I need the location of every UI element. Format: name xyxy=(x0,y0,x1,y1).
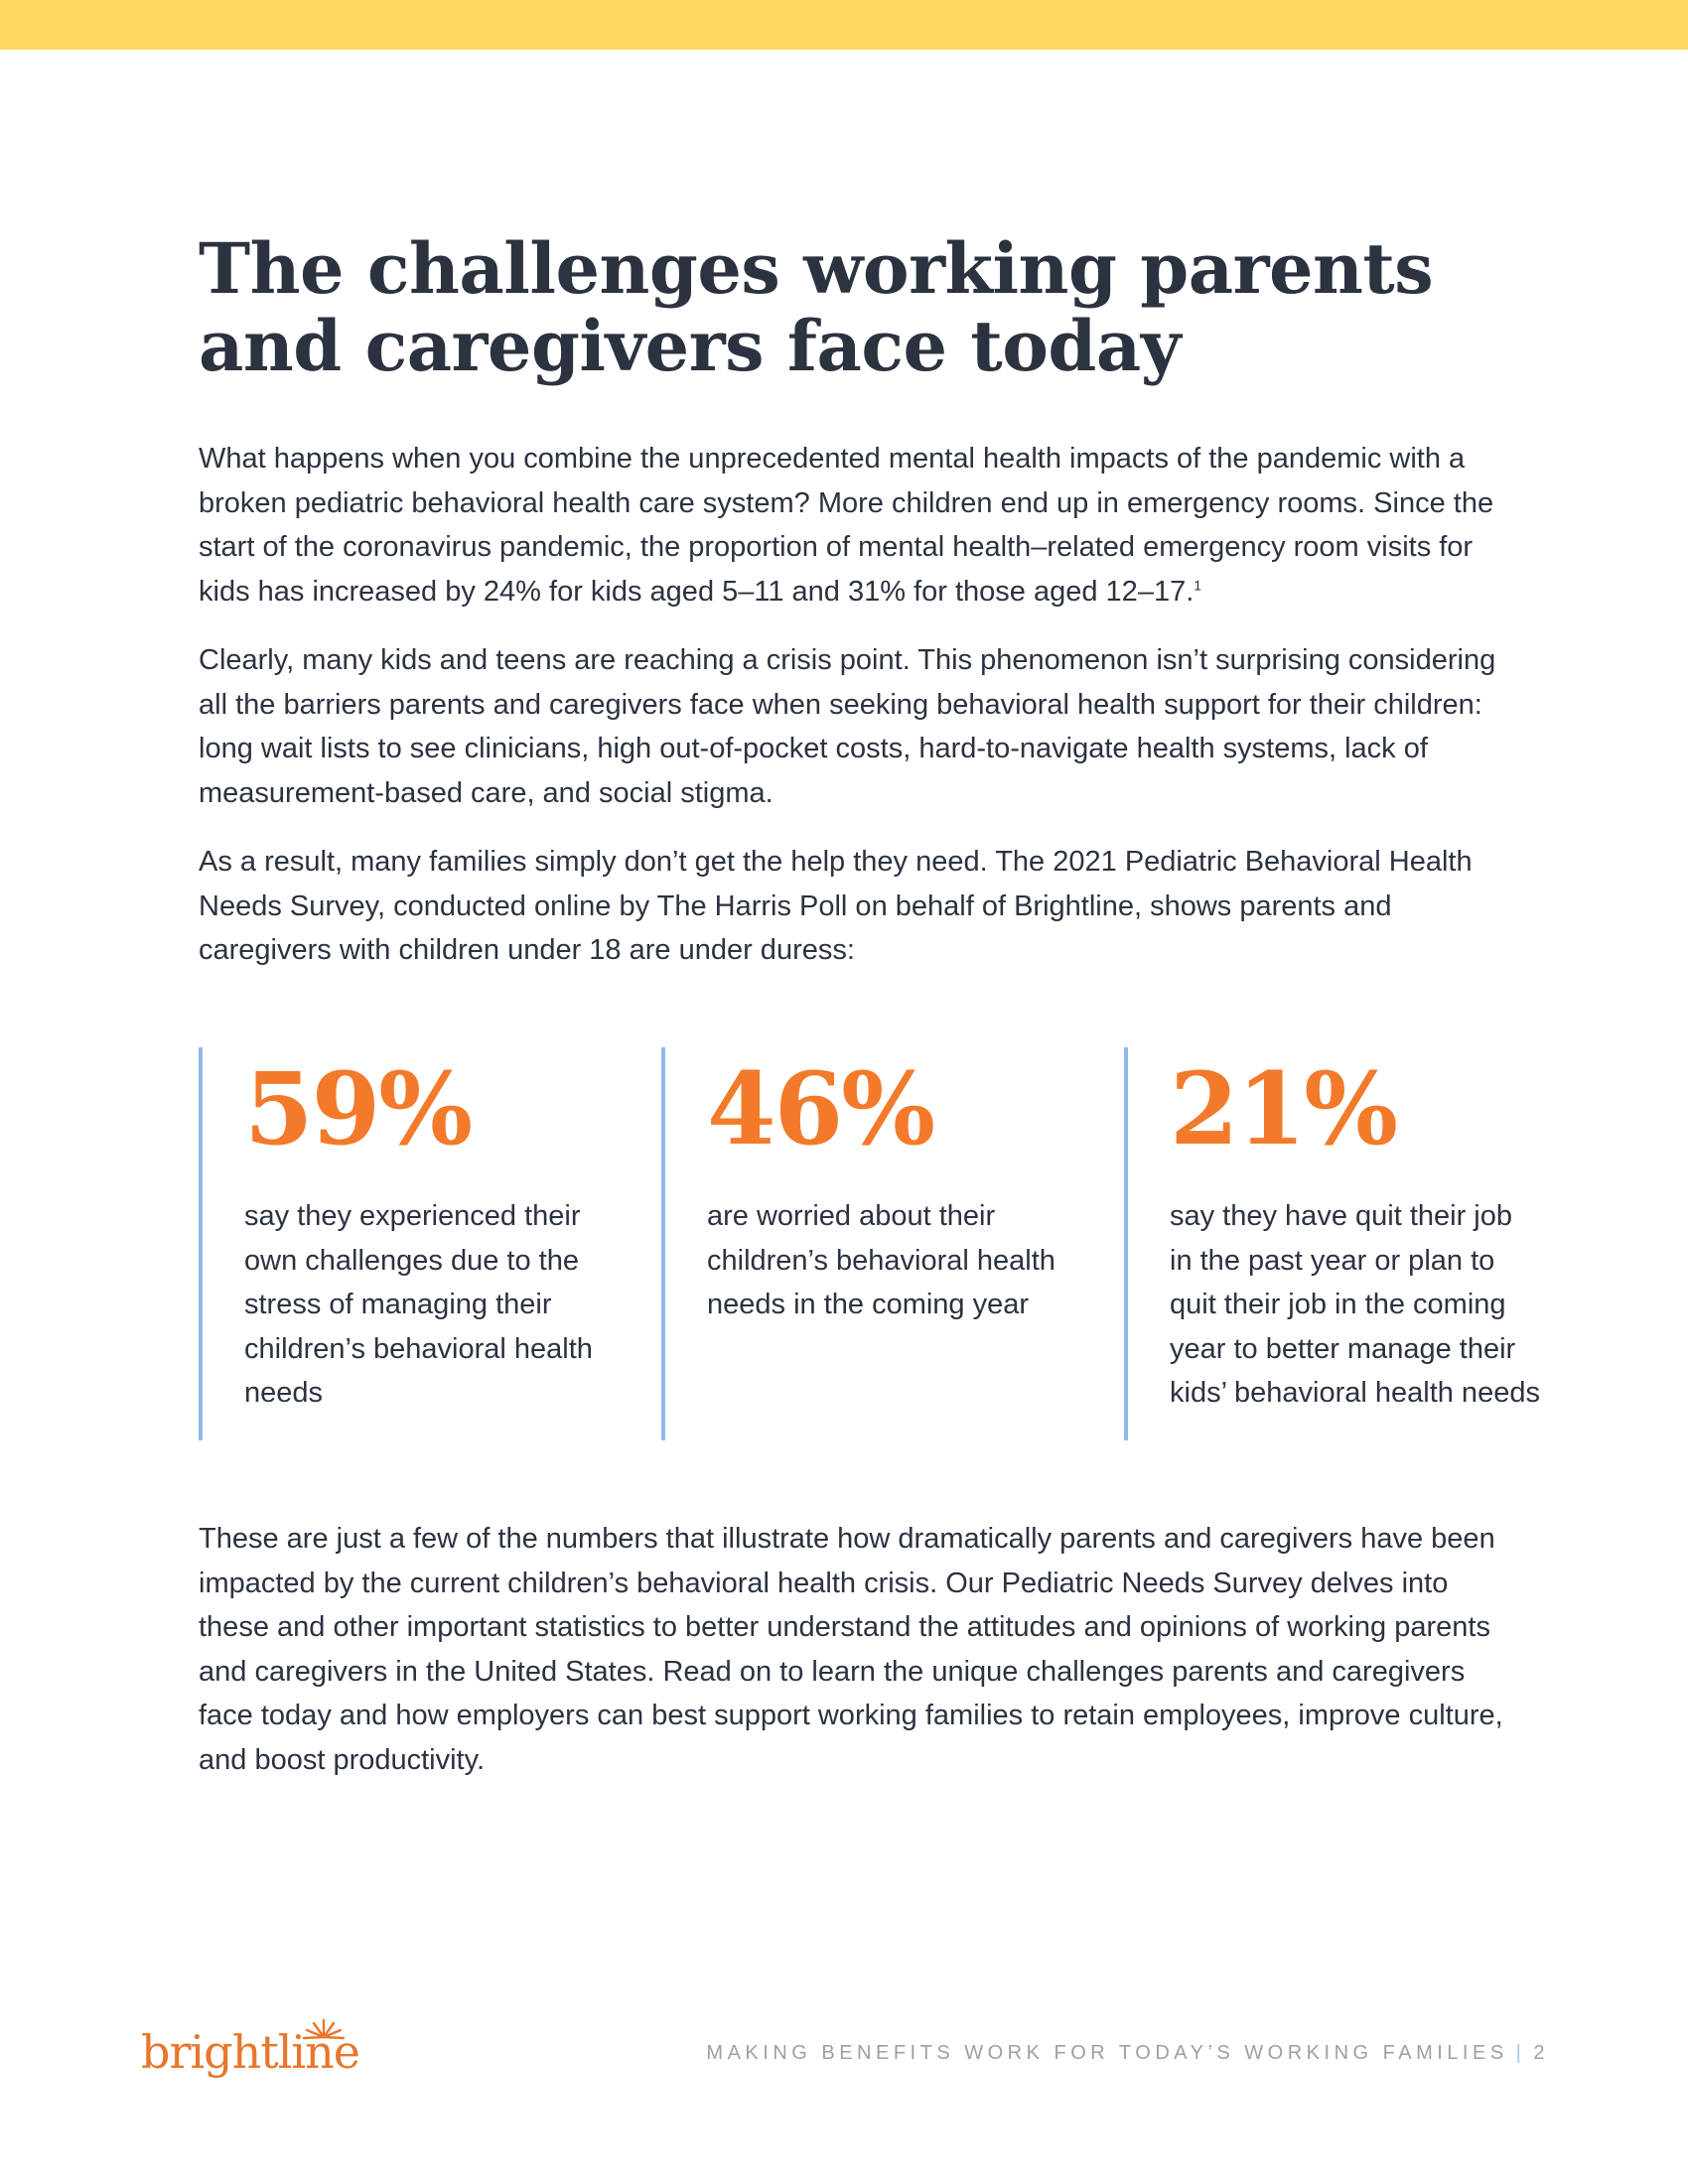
survey-paragraph: As a result, many families simply don’t get the help they need. The 2021 Pediatric Behavioral Health Needs Survey, conducted online by The Harris Poll on behalf of Brightline, shows parents and caregivers with children under 18 are under duress: xyxy=(199,846,1473,966)
brightline-logo xyxy=(141,2025,359,2085)
sun-icon xyxy=(302,2017,346,2047)
footer xyxy=(706,2042,1549,2065)
intro-paragraph xyxy=(199,437,1509,614)
footer-tagline: MAKING BENEFITS WORK FOR TODAY’S WORKING FAMILIES xyxy=(706,2042,1508,2064)
stat-description: say they have quit their job in the past year or plan to quit their job in the coming year to better manage their kids’ behavioral health needs xyxy=(1170,1200,1540,1409)
logo-wordmark: brightline xyxy=(141,2025,359,2079)
top-accent-bar xyxy=(0,0,1688,50)
footnote-marker: 1 xyxy=(1194,576,1202,593)
intro-paragraph-text: What happens when you combine the unprecedented mental health impacts of the pandemic with a broken pediatric behavioral health care system? More children end up in emergency rooms. Since the start of the coronavirus pandemic, the proportion of mental health–related emergency room visits for kids has increased by 24% for kids aged 5–11 and 31% for those aged 12–17. xyxy=(199,443,1494,608)
stat-description: say they experienced their own challenges due to the stress of managing their children’s behavioral health needs xyxy=(244,1200,593,1409)
stat-block-21 xyxy=(1124,1047,1541,1440)
stat-value: 59% xyxy=(244,1050,472,1167)
page-title: The challenges working parents and caregivers face today xyxy=(199,227,1434,387)
footer-separator: | xyxy=(1515,2042,1526,2064)
stat-block-46 xyxy=(661,1047,1078,1440)
stat-value: 21% xyxy=(1170,1050,1397,1167)
stat-value: 46% xyxy=(707,1050,934,1167)
stat-block-59 xyxy=(199,1047,616,1440)
stat-description: are worried about their children’s behavioral health needs in the coming year xyxy=(707,1200,1055,1320)
page-number: 2 xyxy=(1533,2042,1549,2064)
closing-paragraph: These are just a few of the numbers that illustrate how dramatically parents and caregivers have been impacted by the current children’s behavioral health crisis. Our Pediatric Needs Survey delves into these and other important statistics to better understand the attitudes and opinions of working parents and caregivers in the United States. Read on to learn the unique challenges parents and caregivers face today and how employers can best support working families to retain employees, improve culture, and boost productivity. xyxy=(199,1523,1503,1776)
barriers-paragraph: Clearly, many kids and teens are reaching a crisis point. This phenomenon isn’t surprising considering all the barriers parents and caregivers face when seeking behavioral health support for their children: long wait lists to see clinicians, high out-of-pocket costs, hard-to-navigate health systems, lack of measurement-based care, and social stigma. xyxy=(199,644,1496,809)
